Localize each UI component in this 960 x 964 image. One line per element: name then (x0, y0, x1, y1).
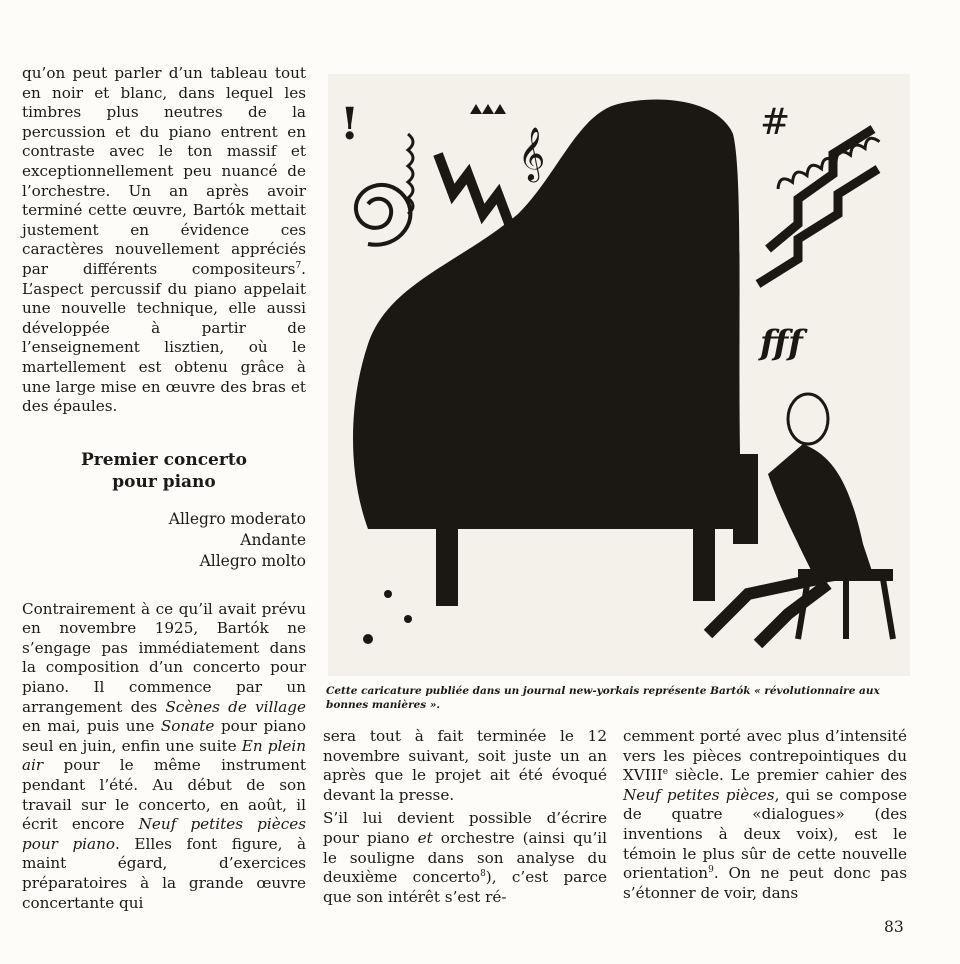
pianist-head (788, 394, 828, 444)
caricature-illustration (328, 74, 910, 676)
note-symbol (363, 634, 373, 644)
sharp-symbol: # (760, 102, 791, 143)
stool-legs (798, 579, 893, 639)
left-paragraph-1: qu’on peut parler d’un tableau tout en noir et blanc, dans lequel les timbres plus neutres de la percussion et du piano entrent en contraste avec le ton massif et exceptionnellement peu nuancé de l’orchestre. Un an après avoir terminé cette œuvre, Bartók mettait justement en évidence ces caractères nouvellement appréciés par différents compositeurs$^7$. L’aspect percussif du piano appelait une nouvelle technique, elle aussi développée à partir de l’enseignement lisztien, où le martellement est obtenu grâce à une large mise en œuvre des bras et des épaules. (22, 64, 306, 416)
right-paragraph-1: cemment porté avec plus d’intensité vers les pièces contrepointiques du XVIIIe siècle. Le premier cahier des Neuf petites pièces, qui se compose de quatre «dialogues» (des inventions à deux voix), est le témoin le plus sûr de cette nouvelle orientation$^9$. On ne peut donc pas s’étonner de voir, dans (623, 727, 908, 902)
zigzag-right (758, 129, 878, 284)
right-column (623, 727, 907, 903)
middle-paragraph-2: S’il lui devient possible d’écrire pour piano et orchestre (ainsi qu’il le souligne dans son analyse du deuxième concerto$^8$), c’est parce que son intérêt s’est ré- (323, 809, 608, 906)
fff-dynamics: fff (760, 323, 803, 363)
pianist-legs (708, 579, 828, 644)
note-symbol (384, 590, 392, 598)
middle-paragraph-1: sera tout à fait terminée le 12 novembre suivant, soit juste un an après que le projet ait été évoqué devant la presse. (323, 727, 607, 804)
note-symbol (404, 615, 412, 623)
spiral-left (356, 185, 411, 245)
figure-caption: Cette caricature publiée dans un journal new-yorkais représente Bartók « révolutionnaire aux bonnes manières ». (326, 685, 880, 711)
left-column (22, 64, 306, 913)
left-paragraph-2: Contrairement à ce qu’il avait prévu en novembre 1925, Bartók ne s’engage pas immédiatement dans la composition d’un concerto pour piano. Il commence par un arrangement des Scènes de village en mai, puis une Sonate pour piano seul en juin, enfin une suite En plein air pour le même instrument pendant l’été. Au début de son travail sur le concerto, en août, il écrit encore Neuf petites pièces pour piano. Elles font figure, à maint égard, d’exercices préparatoires à la grande œuvre concertante qui (22, 599, 307, 912)
treble-clef-symbol: 𝄞 (518, 126, 546, 180)
piano-leg-right (693, 526, 715, 601)
middle-column (323, 727, 607, 907)
crown-symbol (470, 104, 506, 114)
pianist-body (768, 444, 873, 584)
exclamation-symbol: ! (340, 99, 360, 150)
piano-caricature-drawing (328, 74, 910, 676)
section-heading: Premier concerto pour piano (80, 449, 248, 492)
page-number: 83 (884, 918, 904, 936)
piano-keyboard (733, 454, 758, 544)
piano-leg-left (436, 526, 458, 606)
tempo-markings: Allegro moderato Andante Allegro molto (168, 509, 306, 570)
